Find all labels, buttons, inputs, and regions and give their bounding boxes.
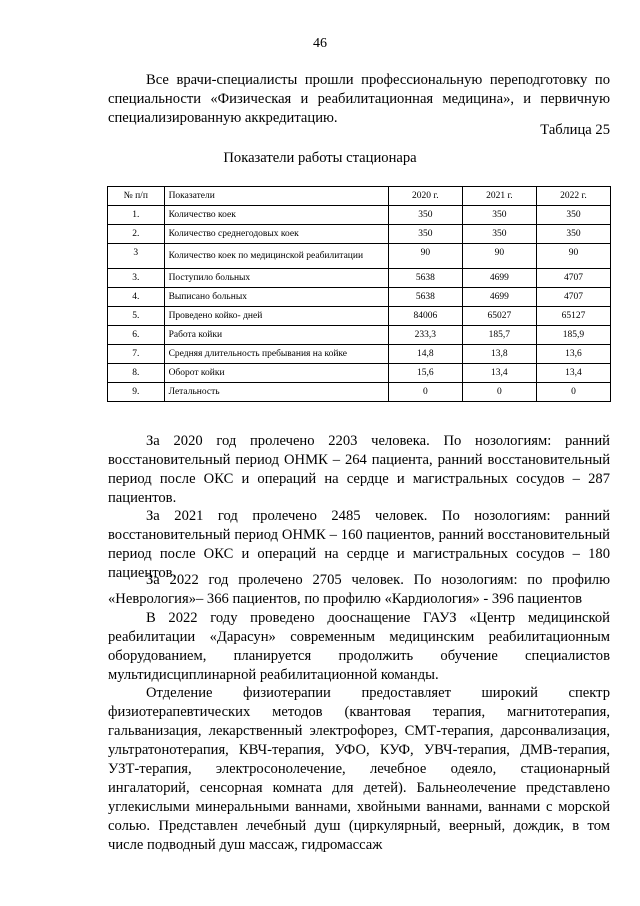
value-cell: 13,4 bbox=[462, 364, 536, 383]
value-cell: 0 bbox=[388, 383, 462, 402]
value-cell: 4699 bbox=[462, 288, 536, 307]
row-number-cell: 6. bbox=[108, 326, 165, 345]
indicator-cell: Оборот койки bbox=[164, 364, 388, 383]
table-row bbox=[108, 244, 611, 269]
paragraph-2022: За 2022 год пролечено 2705 человек. По нозологиям: по профилю «Неврология»– 366 пациентов, по профилю «Кардиология» - 396 пациентов bbox=[108, 572, 610, 607]
value-cell: 350 bbox=[462, 206, 536, 225]
hospital-stats-table bbox=[107, 186, 611, 402]
intro-paragraph: Все врачи-специалисты прошли профессиональную переподготовку по специальности «Физическая и реабилитационная медицина», и первичную специализированную аккредитацию. bbox=[108, 72, 610, 126]
paragraph-2021: За 2021 год пролечено 2485 человек. По нозологиям: ранний восстановительный период ОНМК – 160 пациентов, ранний восстановительный период после ОКС и операций на сердце и магистральных сосудов – 180 пациентов. bbox=[108, 508, 610, 581]
indicator-cell: Количество среднегодовых коек bbox=[164, 225, 388, 244]
indicator-cell: Работа койки bbox=[164, 326, 388, 345]
table-row bbox=[108, 225, 611, 244]
value-cell: 13,8 bbox=[462, 345, 536, 364]
value-cell: 90 bbox=[462, 244, 536, 269]
paragraph-2020: За 2020 год пролечено 2203 человека. По нозологиям: ранний восстановительный период ОНМК – 264 пациента, ранний восстановительный период после ОКС и операций на сердце и магистральных сосудов – 287 пациентов. bbox=[108, 433, 610, 506]
indicator-cell: Количество коек bbox=[164, 206, 388, 225]
value-cell: 185,7 bbox=[462, 326, 536, 345]
table-row bbox=[108, 326, 611, 345]
indicator-cell: Выписано больных bbox=[164, 288, 388, 307]
row-number-cell: 4. bbox=[108, 288, 165, 307]
value-cell: 350 bbox=[536, 206, 610, 225]
header-cell: № п/п bbox=[108, 187, 165, 206]
value-cell: 4699 bbox=[462, 269, 536, 288]
value-cell: 90 bbox=[388, 244, 462, 269]
value-cell: 4707 bbox=[536, 288, 610, 307]
value-cell: 350 bbox=[462, 225, 536, 244]
page-number: 46 bbox=[313, 36, 327, 51]
indicator-cell: Поступило больных bbox=[164, 269, 388, 288]
header-cell: 2020 г. bbox=[388, 187, 462, 206]
table-row bbox=[108, 307, 611, 326]
row-number-cell: 1. bbox=[108, 206, 165, 225]
row-number-cell: 3 bbox=[108, 244, 165, 269]
value-cell: 65127 bbox=[536, 307, 610, 326]
row-number-cell: 8. bbox=[108, 364, 165, 383]
value-cell: 5638 bbox=[388, 288, 462, 307]
value-cell: 233,3 bbox=[388, 326, 462, 345]
table-row bbox=[108, 345, 611, 364]
value-cell: 15,6 bbox=[388, 364, 462, 383]
value-cell: 5638 bbox=[388, 269, 462, 288]
paragraph-physiotherapy: Отделение физиотерапии предоставляет широкий спектр физиотерапевтических методов (квантовая терапия, магнитотерапия, гальванизация, лекарственный электрофорез, СМТ-терапия, дарсонвализация, ультратонотерапия, КВЧ-терапия, УФО, КУФ, УВЧ-терапия, ДМВ-терапия, УЗТ-терапия, электросонолечение, лечебное одеяло, стационарный ингалаторий, сенсорная комната для детей). Бальнеолечение представлено углекислыми минеральными ваннами, хвойными ваннами, ваннами с морской солью. Представлен лечебный душ (циркулярный, веерный, дождик, в том числе подводный душ массаж, гидромассаж bbox=[108, 685, 610, 853]
value-cell: 350 bbox=[388, 206, 462, 225]
value-cell: 13,6 bbox=[536, 345, 610, 364]
table-row bbox=[108, 364, 611, 383]
table-row bbox=[108, 383, 611, 402]
value-cell: 4707 bbox=[536, 269, 610, 288]
paragraph-equipment: В 2022 году проведено дооснащение ГАУЗ «Центр медицинской реабилитации «Дарасун» современным медицинским реабилитационным оборудованием, планируется продолжить обучение специалистов мультидисциплинарной реабилитационной команды. bbox=[108, 610, 610, 683]
table-header-row bbox=[108, 187, 611, 206]
value-cell: 13,4 bbox=[536, 364, 610, 383]
table-row bbox=[108, 206, 611, 225]
indicator-cell: Проведено койко- дней bbox=[164, 307, 388, 326]
value-cell: 14,8 bbox=[388, 345, 462, 364]
row-number-cell: 2. bbox=[108, 225, 165, 244]
table-title: Показатели работы стационара bbox=[223, 150, 417, 166]
table-number: Таблица 25 bbox=[540, 122, 610, 138]
header-cell: 2021 г. bbox=[462, 187, 536, 206]
value-cell: 0 bbox=[462, 383, 536, 402]
header-cell: 2022 г. bbox=[536, 187, 610, 206]
value-cell: 0 bbox=[536, 383, 610, 402]
indicator-cell: Средняя длительность пребывания на койке bbox=[164, 345, 388, 364]
row-number-cell: 7. bbox=[108, 345, 165, 364]
header-cell: Показатели bbox=[164, 187, 388, 206]
value-cell: 350 bbox=[388, 225, 462, 244]
value-cell: 65027 bbox=[462, 307, 536, 326]
value-cell: 350 bbox=[536, 225, 610, 244]
table-row bbox=[108, 288, 611, 307]
value-cell: 84006 bbox=[388, 307, 462, 326]
indicator-cell: Количество коек по медицинской реабилитации bbox=[164, 244, 388, 269]
value-cell: 185,9 bbox=[536, 326, 610, 345]
value-cell: 90 bbox=[536, 244, 610, 269]
row-number-cell: 9. bbox=[108, 383, 165, 402]
row-number-cell: 5. bbox=[108, 307, 165, 326]
table-row bbox=[108, 269, 611, 288]
row-number-cell: 3. bbox=[108, 269, 165, 288]
indicator-cell: Летальность bbox=[164, 383, 388, 402]
